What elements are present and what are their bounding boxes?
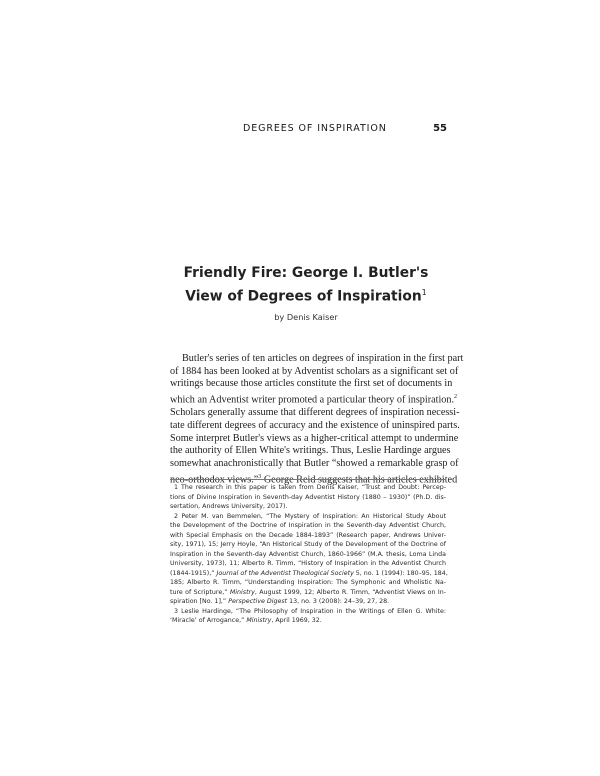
paragraph-line: somewhat anachronistically that Butler “showed a remarkable grasp of [170,458,459,470]
page-number: 55 [433,123,447,134]
journal-title: Journal of the Adventist Theological Society [216,569,354,577]
footnote-1 [170,483,446,512]
footnote-line: sertation, Andrews University, 2017). [170,503,288,510]
body-paragraph [170,353,464,487]
paragraph-line: the authority of Ellen White's writings. Thus, Leslie Hardinge argues [170,445,451,457]
footnote-line: ‘Miracle’ of Arrogance,” Ministry, April 1969, 32. [170,617,322,624]
footnote-mark-3: 3 [258,473,262,480]
footnote-2 [170,512,446,607]
running-head-section: DEGREES OF INSPIRATION [243,123,387,134]
paragraph-line: Scholars generally assume that different degrees of inspiration necessi- [170,407,460,419]
title-line-2: View of Degrees of Inspiration [185,288,422,305]
article-title [150,264,462,307]
footnote-line: sity, 1971), 15; Jerry Hoyle, “An Historical Study of the Development of the Doctrine of [170,541,446,548]
paragraph-line: neo-orthodox views.”$^3$ George Reid suggests that his articles exhibited [170,473,458,486]
running-head [168,123,447,137]
footnote-mark-2: 2 [454,394,458,401]
paragraph-line: tate different degrees of accuracy and the existence of uninspired parts. [170,419,460,431]
paragraph-line: Butler's series of ten articles on degrees of inspiration in the first part [182,353,464,364]
paragraph-line: of 1884 has been looked at by Adventist scholars as a significant set of [170,365,459,377]
footnote-divider [170,479,446,480]
footnote-line: ture of Scripture,” Ministry, August 1999, 12; Alberto R. Timm, “Adventist Views on In- [170,588,446,596]
journal-title: Ministry [229,588,255,596]
footnote-line: 185; Alberto R. Timm, “Understanding Inspiration: The Symphonic and Wholistic Na- [170,579,446,586]
footnote-line: (1844-1915),” Journal of the Adventist Theological Society 5, no. 1 (1994): 180–95, 184, [170,569,448,577]
journal-title: Perspective Digest [228,598,288,605]
footnote-line: Inspiration in the Seventh-day Adventist Church, 1860-1966” (M.A. thesis, Loma Linda [170,550,446,558]
footnote-line: 1 The research in this paper is taken from Denis Kaiser, “Trust and Doubt: Percep- [174,484,446,491]
title-footnote-mark: 1 [421,288,427,297]
footnote-line: with Special Emphasis on the Decade 1884-1893” (Research paper, Andrews Univer- [170,531,446,539]
journal-title: Ministry [246,617,272,624]
paragraph-line: writings because those articles constitute the first set of documents in [170,378,453,390]
footnotes [170,483,446,626]
footnote-line: University, 1973), 11; Alberto R. Timm, “History of Inspiration in the Adventist Church [170,560,446,567]
paragraph-line: which an Adventist writer promoted a particular theory of inspiration.$^2$ [170,394,458,406]
footnote-line: the Development of the Doctrine of Inspiration in the Seventh-day Adventist Church, [170,522,446,529]
footnote-line: spiration [No. 1],” Perspective Digest 13, no. 3 (2008): 24–39, 27, 28. [170,598,390,605]
title-line-1: Friendly Fire: George I. Butler's [183,265,429,281]
footnote-line: 2 Peter M. van Bemmelen, “The Mystery of Inspiration: An Historical Study About [174,512,446,520]
footnote-line: 3 Leslie Hardinge, “The Philosophy of Inspiration in the Writings of Ellen G. White: [174,607,446,615]
byline: by Denis Kaiser [274,312,338,322]
footnote-3 [170,607,446,626]
paragraph-line: Some interpret Butler's views as a higher-critical attempt to undermine [170,432,459,444]
footnote-line: tions of Divine Inspiration in Seventh-day Adventist History (1880 – 1930)” (Ph.D. dis- [170,493,446,501]
